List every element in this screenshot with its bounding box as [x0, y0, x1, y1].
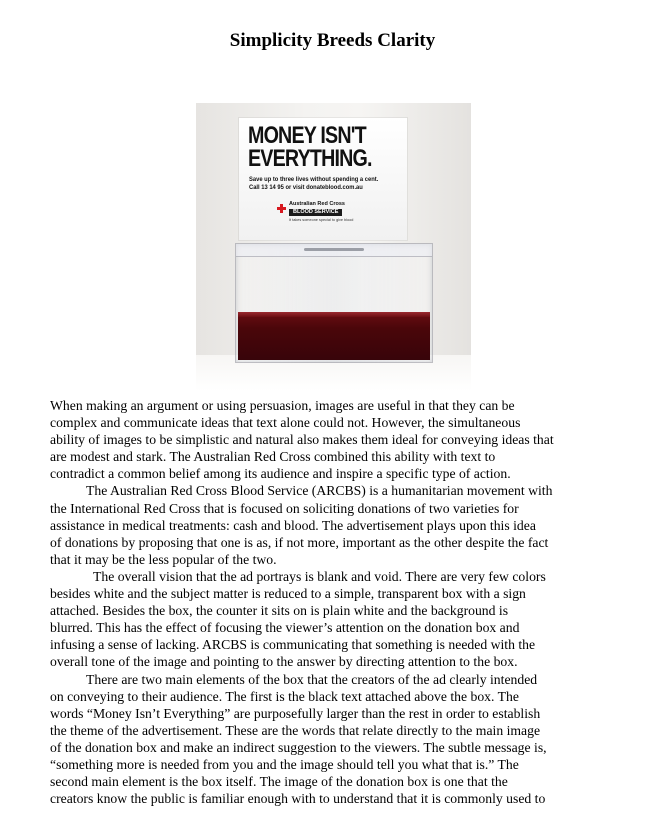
blood-surface [238, 312, 430, 317]
text-line: assistance in medical treatments: cash and blood. The advertisement plays upon this idea [50, 517, 536, 533]
blood-fill [238, 312, 430, 360]
text-line: second main element is the box itself. The image of the donation box is one that the [50, 774, 508, 790]
headline-line-2: EVERYTHING. [248, 145, 372, 172]
text-line: complex and communicate ideas that text alone could not. However, the simultaneous [50, 415, 521, 431]
logo-org-name: Australian Red Cross [289, 201, 345, 207]
text-line: When making an argument or using persuasion, images are useful in that they can be [50, 398, 515, 413]
logo-service-name: BLOOD SERVICE [289, 209, 342, 216]
text-line: the International Red Cross that is focused on soliciting donations of two varieties for [50, 500, 519, 516]
text-line: that it may be the less popular of the two. [50, 551, 277, 567]
coin-slot [304, 248, 364, 251]
text-line: The Australian Red Cross Blood Service (ARCBS) is a humanitarian movement with [86, 483, 553, 499]
text-line: blurred. This has the effect of focusing the viewer’s attention on the donation box and [50, 620, 520, 636]
logo-small-print: It takes someone special to give blood [289, 218, 354, 222]
ad-tagline [249, 176, 388, 192]
headline-line-1: MONEY ISN'T [248, 122, 366, 149]
box-lid [236, 244, 432, 257]
text-line: infusing a sense of lacking. ARCBS is communicating that something is needed with the [50, 637, 536, 653]
text-line: besides white and the subject matter is reduced to a simple, transparent box with a sign [50, 586, 526, 602]
donation-box [235, 243, 433, 363]
page-title: Simplicity Breeds Clarity [229, 30, 436, 51]
text-line: attached. Besides the box, the counter it sits on is plain white and the background is [50, 603, 509, 619]
ad-sign [239, 118, 407, 240]
text-line: are modest and stark. The Australian Red Cross combined this ability with text to [50, 449, 496, 465]
text-line: overall tone of the image and pointing to the answer by directing attention to the box. [50, 654, 518, 670]
text-line: There are two main elements of the box that the creators of the ad clearly intended [86, 671, 538, 687]
red-cross-icon [277, 204, 286, 213]
text-line: contradict a common belief among its audience and inspire a specific type of action. [50, 466, 511, 482]
ad-image [196, 103, 471, 391]
text-line: “something more is needed from you and the image should tell you what that is.” The [50, 756, 519, 772]
essay-body [50, 397, 625, 807]
tagline-line-2: Call 13 14 95 or visit donateblood.com.au [249, 184, 363, 191]
text-line: ability of images to be simplistic and natural also makes them ideal for conveying ideas that [50, 432, 554, 448]
text-line: words “Money Isn’t Everything” are purposefully larger than the rest in order to establish [50, 705, 541, 721]
text-line: the theme of the advertisement. These are the words that relate directly to the main image [50, 722, 541, 738]
text-line: The overall vision that the ad portrays is blank and void. There are very few colors [93, 568, 546, 584]
text-line: of the donation box and make an indirect suggestion to the viewers. The subtle message is, [50, 739, 547, 755]
text-line: of donations by proposing that one is as, if not more, important as the other despite the fact [50, 534, 549, 550]
text-line: on conveying to their audience. The first is the black text attached above the box. The [50, 688, 519, 704]
text-line: creators know the public is familiar enough with to understand that it is commonly used to [50, 791, 546, 807]
tagline-line-1: Save up to three lives without spending a cent. [249, 176, 379, 183]
ad-headline [248, 124, 375, 170]
